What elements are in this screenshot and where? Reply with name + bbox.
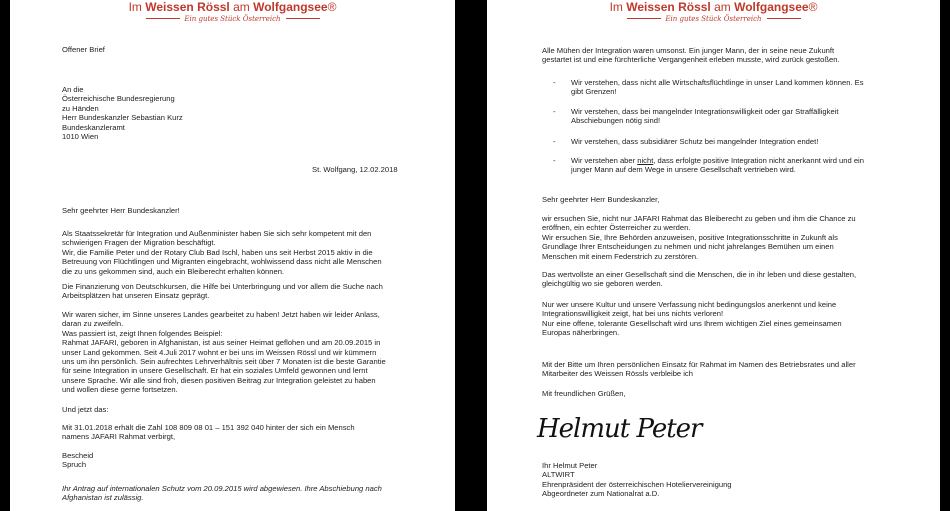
paragraph-6: Bescheid Spruch (62, 451, 94, 470)
ruling-quote: Ihr Antrag auf internationalen Schutz vom 20.09.2015 wird abgewiesen. Ihre Abschiebung nach Afghanistan ist zulässig. (62, 484, 382, 503)
hotel-logo (487, 0, 940, 24)
intro-paragraph: Alle Mühen der Integration waren umsonst. Ein junger Mann, der in seine neue Zukunft gestartet ist und eine fürchterliche Vergangenheit erleben musste, wird zurück gestoßen. (542, 46, 840, 65)
paragraph-1: Als Staatssekretär für Integration und Außenminister haben Sie sich sehr kompetent mit den schwierigen Fragen der Migration beschäftigt. Wir, die Familie Peter und der Rotary Club Bad Ischl, haben uns seit Herbst 2015 aktiv in die Betreuung von Flüchtlingen und Migranten eingebracht, wohlwissend dass nicht alle Menschen die zu uns gekommen sind, auch ein Bleiberecht erhalten können. (62, 229, 382, 276)
culture-paragraph: Nur wer unsere Kultur und unsere Verfassung nicht bedingungslos anerkennt und keine Integrationswilligkeit zeigt, hat bei uns nichts verloren! Nur eine offene, tolerante Gesellschaft wird uns Ihrem wichtigen Ziel eines gemeinsamen Europas näherbringen. (542, 300, 842, 338)
closing-greeting: Mit freundlichen Grüßen, (542, 389, 626, 398)
closing-request-paragraph: Mit der Bitte um Ihren persönlichen Einsatz für Rahmat im Namen des Betriebsrates und aller Mitarbeiter des Weissen Rössls verbleibe ich (542, 360, 856, 379)
salutation: Sehr geehrter Herr Bundeskanzler, (542, 195, 660, 204)
signoff-block: Ihr Helmut Peter ALTWIRT Ehrenpräsident der österreichischen Hoteliervereinigung Abgeordneter zum Nationalrat a.D. (542, 461, 732, 499)
paragraph-4: Und jetzt das: (62, 405, 109, 414)
letter-heading: Offener Brief (62, 45, 105, 54)
bullet-item: - Wir verstehen, dass bei mangelnder Integrationswilligkeit oder gar Straffälligkeit Abschiebungen nötig sind! (553, 107, 839, 126)
logo-tagline: Ein gutes Stück Österreich (184, 15, 281, 23)
logo-rule-left (627, 18, 661, 19)
handwritten-signature: Helmut Peter (537, 414, 702, 444)
paragraph-5: Mit 31.01.2018 erhält die Zahl 108 809 08 01 – 151 392 040 hinter der sich ein Mensch namens JAFARI Rahmat verbirgt, (62, 423, 355, 442)
logo-tagline: Ein gutes Stück Österreich (665, 15, 762, 23)
logo-rule-left (146, 18, 180, 19)
letter-page-2 (487, 0, 940, 511)
request-paragraph: wir ersuchen Sie, nicht nur JAFARI Rahmat das Bleiberecht zu geben und ihm die Chance zu eröffnen, ein echter Österreicher zu werden. Wir ersuchen Sie, Ihre Behörden anzuweisen, positive Integrationsschritte in Zukunft als Grundlage Ihrer Entscheidungen zu nehmen und nicht jahrelanges Bemühen um einen Menschen mit einem Federstrich zu zerstören. (542, 214, 856, 261)
salutation: Sehr geehrter Herr Bundeskanzler! (62, 206, 180, 215)
hotel-logo (10, 0, 455, 24)
letter-page-1 (10, 0, 455, 511)
bullet-item: - Wir verstehen, dass nicht alle Wirtschaftsflüchtlinge in unser Land kommen können. Es gibt Grenzen! (553, 78, 864, 97)
bullet-item: - Wir verstehen, dass subsidiärer Schutz bei mangelnder Integration endet! (553, 137, 819, 146)
logo-rule-right (767, 18, 801, 19)
logo-rule-right (286, 18, 320, 19)
logo-wordmark: Im Weissen Rössl am Wolfgangsee® (609, 0, 818, 14)
society-paragraph: Das wertvollste an einer Gesellschaft sind die Menschen, die in ihr leben und diese gestalten, gleichgültig wo sie geboren werden. (542, 270, 857, 289)
paragraph-2: Die Finanzierung von Deutschkursen, die Hilfe bei Unterbringung und vor allem die Suche nach Arbeitsplätzen hat unseren Einsatz geprägt. (62, 282, 383, 301)
paragraph-3: Wir waren sicher, im Sinne unseres Landes gearbeitet zu haben! Jetzt haben wir leider Anlass, daran zu zweifeln. Was passiert ist, zeigt Ihnen folgendes Beispiel: Rahmat JAFARI, geboren in Afghanistan, ist aus seiner Heimat geflohen und am 20.09.2015 in unser Land gekommen. Seit 4.Juli 2017 wohnt er bei uns im Weissen Rössl und wir kümmern uns um ihn persönlich. Sein aufrechtes Lehrverhältnis seit über 7 Monaten ist die beste Garantie für seine Integration in unsere Gesellschaft. Er hat ein soziales Umfeld gewonnen und lernt unsere Sprache. Wir alle sind froh, diesen positiven Beitrag zur Integration geleistet zu haben und wollen diese gerne fortsetzen. (62, 310, 386, 395)
recipient-address: An die Österreichische Bundesregierung zu Händen Herr Bundeskanzler Sebastian Kurz Bundeskanzleramt 1010 Wien (62, 85, 183, 142)
dateline: St. Wolfgang, 12.02.2018 (312, 165, 398, 174)
bullet-item: - Wir verstehen aber nicht, dass erfolgte positive Integration nicht anerkannt wird und ein junger Mann auf dem Wege in unsere Gesellschaft vertrieben wird. (553, 156, 864, 175)
logo-wordmark: Im Weissen Rössl am Wolfgangsee® (128, 0, 337, 14)
